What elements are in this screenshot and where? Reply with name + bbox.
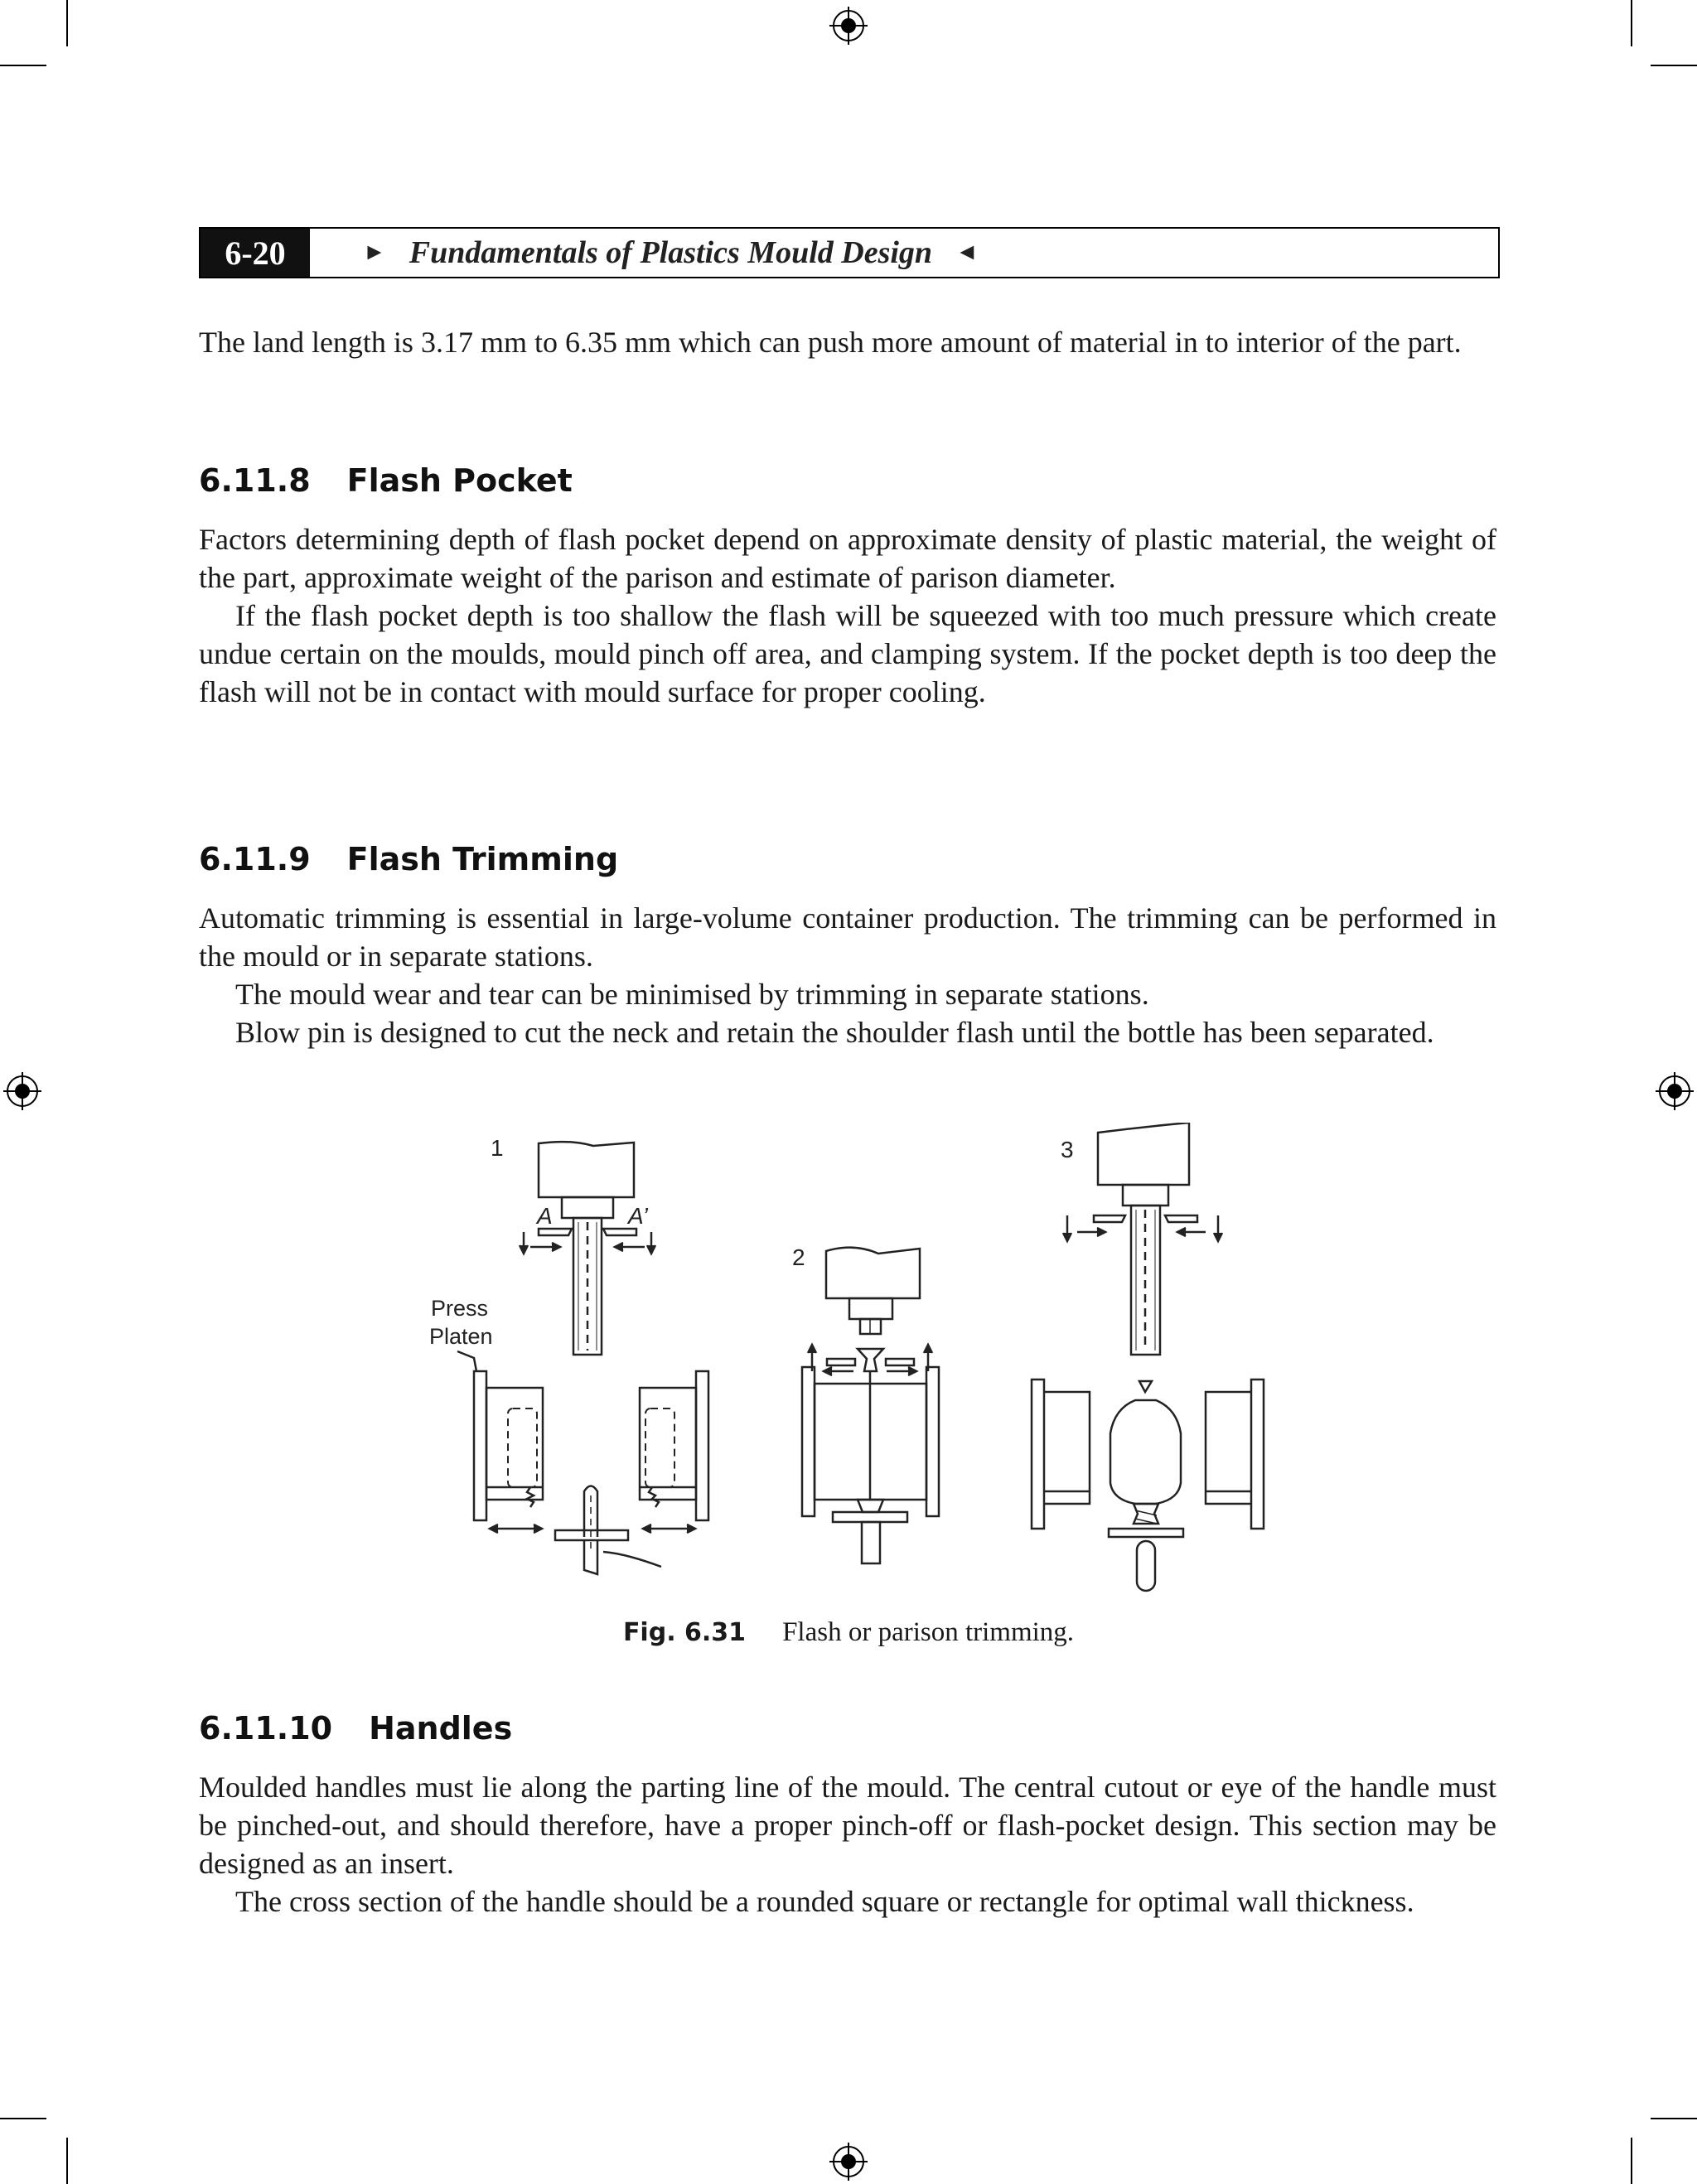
paragraph: The cross section of the handle should be a rounded square or rectangle for optimal wall thickness. xyxy=(235,1885,1414,1918)
registration-mark-icon xyxy=(829,7,868,45)
figure-caption-text: Flash or parison trimming. xyxy=(782,1617,1075,1647)
section-number: 6.11.9 xyxy=(199,841,311,877)
crop-mark xyxy=(0,65,46,66)
book-title-text: Fundamentals of Plastics Mould Design xyxy=(409,235,933,270)
paragraph: The land length is 3.17 mm to 6.35 mm which can push more amount of material in to interior of the part. xyxy=(199,326,1462,359)
section-label: A’ xyxy=(628,1203,648,1229)
stage-label: 1 xyxy=(491,1135,504,1161)
registration-mark-icon xyxy=(1656,1072,1694,1110)
section-body xyxy=(199,1768,1496,1921)
section-heading xyxy=(199,462,573,499)
section-title: Flash Trimming xyxy=(346,841,619,877)
page-number: 6-20 xyxy=(201,229,310,277)
right-triangle-icon: ► xyxy=(363,239,386,265)
crop-mark xyxy=(1651,65,1697,66)
crop-mark xyxy=(1631,0,1632,46)
section-heading xyxy=(199,841,618,877)
stage-label: 3 xyxy=(1061,1137,1074,1162)
platen-label: Press xyxy=(431,1296,489,1321)
section-number: 6.11.8 xyxy=(199,462,311,499)
book-title xyxy=(340,234,1002,271)
crop-mark xyxy=(66,0,68,46)
crop-mark xyxy=(0,2118,46,2119)
left-triangle-icon: ◄ xyxy=(955,239,979,265)
section-heading xyxy=(199,1710,512,1747)
stage-label: 2 xyxy=(792,1244,805,1270)
section-title: Flash Pocket xyxy=(346,462,573,499)
section-body xyxy=(199,520,1496,711)
crop-mark xyxy=(1651,2118,1697,2119)
registration-mark-icon xyxy=(3,1072,41,1110)
section-label: A xyxy=(537,1203,553,1229)
platen-label: Platen xyxy=(429,1324,493,1349)
intro-text xyxy=(199,323,1496,361)
registration-mark-icon xyxy=(829,2143,868,2181)
paragraph: Blow pin is designed to cut the neck and retain the shoulder flash until the bottle has been separated. xyxy=(235,1016,1434,1049)
crop-mark xyxy=(66,2138,68,2184)
paragraph: Automatic trimming is essential in large-volume container production. The trimming can be performed in the mould or in separate stations. xyxy=(199,901,1496,973)
figure-caption xyxy=(0,1617,1697,1648)
section-title: Handles xyxy=(369,1710,513,1747)
crop-mark xyxy=(1631,2138,1632,2184)
trimming-figure xyxy=(414,1123,1276,1603)
paragraph: The mould wear and tear can be minimised by trimming in separate stations. xyxy=(235,978,1149,1011)
paragraph: If the flash pocket depth is too shallow the flash will be squeezed with too much pressure which create undue certain on the moulds, mould pinch off area, and clamping system. If the pocket depth is too deep the flash will not be in contact with mould surface for proper cooling. xyxy=(199,599,1496,708)
running-header xyxy=(199,227,1500,278)
section-number: 6.11.10 xyxy=(199,1710,333,1747)
section-body xyxy=(199,899,1496,1051)
paragraph: Moulded handles must lie along the parting line of the mould. The central cutout or eye of the handle must be pinched-out, and should therefore, have a proper pinch-off or flash-pocket design. This section may be designed as an insert. xyxy=(199,1771,1496,1880)
figure-label: Fig. 6.31 xyxy=(622,1618,747,1647)
paragraph: Factors determining depth of flash pocket depend on approximate density of plastic material, the weight of the part, approximate weight of the parison and estimate of parison diameter. xyxy=(199,523,1496,594)
